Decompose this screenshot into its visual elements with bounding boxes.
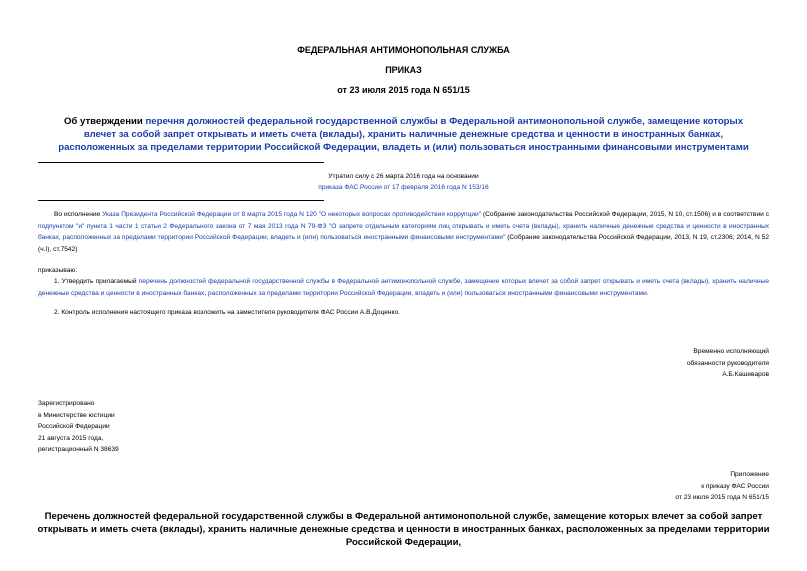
appendix-line-1: Приложение (730, 471, 769, 478)
list-title: Перечень должностей федеральной государственной службы в Федеральной антимонопольной службе, замещение которых влечет за собой запрет открывать и иметь счета (вклады), хранить наличные денежные средства и ценности в иностранных банках, расположенных за пределами территории Российской Федерации, (37, 511, 770, 548)
order-title (52, 115, 755, 154)
registration-line-2: в Министерстве юстиции (38, 411, 115, 419)
signature-line-2: обязанности руководителя (686, 359, 769, 367)
law-link[interactable]: подпунктом "и" пункта 1 части 1 статьи 2 Федерального закона от 7 мая 2013 года N 79-ФЗ "О запрете отдельным категориям лиц открывать и иметь счета (вклады), хранить наличные денежные средства и ценности в иностранных банках, расположенных за пределами территории Российской Федерации, владеть и (или) пользоваться иностранными финансовыми инструментами" (38, 222, 769, 241)
divider-bottom (38, 200, 324, 201)
preamble-suffix: (Собрание законодательства Российской Федерации, 2013, N 19, ст.2306; 2014, N 52 (ч.I), ст.7542) (38, 234, 769, 253)
registration-line-3: Российской Федерации (38, 423, 110, 430)
preamble-mid: (Собрание законодательства Российской Федерации, 2015, N 10, ст.1506) и в соответствии с (481, 211, 769, 218)
title-prefix: Об утверждении (63, 116, 146, 127)
registration-line-1: Зарегистрировано (38, 400, 95, 407)
doc-type: ПРИКАЗ (385, 65, 422, 75)
status-link[interactable]: приказа ФАС России от 17 февраля 2016 года N 153/16 (318, 184, 489, 191)
preamble-prefix: Во исполнение (54, 211, 103, 218)
appendix-line-2: к приказу ФАС России (701, 482, 769, 490)
registration-line-4: 21 августа 2015 года, (38, 434, 104, 442)
list-link[interactable]: перечень должностей федеральной государственной службы в Федеральной антимонопольной службе, замещение которых влечет за собой запрет открывать и иметь счета (вклады), хранить наличные денежные средства и ценности в иностранных банках, расположенных за пределами территории Российской Федерации, владеть и (или) пользоваться иностранными финансовыми инструментами (38, 278, 769, 297)
preamble-paragraph (38, 209, 769, 255)
doc-date-number: от 23 июля 2015 года N 651/15 (337, 85, 470, 95)
item-1-prefix: 1. Утвердить прилагаемый (54, 278, 139, 285)
agency-name: ФЕДЕРАЛЬНАЯ АНТИМОНОПОЛЬНАЯ СЛУЖБА (297, 45, 510, 55)
signature-block (687, 346, 769, 381)
item-1 (38, 276, 769, 299)
status-line: Утратил силу с 26 марта 2016 года на основании (328, 173, 479, 180)
registration-block (38, 398, 119, 456)
appendix-block (675, 469, 769, 504)
divider-top (38, 162, 324, 163)
item-2: 2. Контроль исполнения настоящего приказа возложить на заместителя руководителя ФАС России А.В.Доценко. (54, 309, 400, 316)
signature-line-3: А.Б.Кашеваров (722, 371, 769, 378)
appendix-line-3: от 23 июля 2015 года N 651/15 (675, 494, 769, 501)
signature-line-1: Временно исполняющий (693, 348, 769, 355)
decree-link[interactable]: Указа Президента Российской Федерации от 8 марта 2015 года N 120 "О некоторых вопросах противодействия коррупции" (102, 211, 482, 218)
registration-line-5: регистрационный N 38639 (38, 446, 119, 453)
order-word: приказываю: (38, 267, 78, 274)
title-link[interactable]: перечня должностей федеральной государственной службы в Федеральной антимонопольной службе, замещение которых влечет за собой запрет открывать и иметь счета (вклады), хранить наличные денежные средства и ценности в иностранных банках, расположенных за пределами территории Российской Федерации, владеть и (или) пользоваться иностранными финансовыми инструментами (58, 116, 749, 153)
item-1-suffix: . (646, 289, 649, 297)
